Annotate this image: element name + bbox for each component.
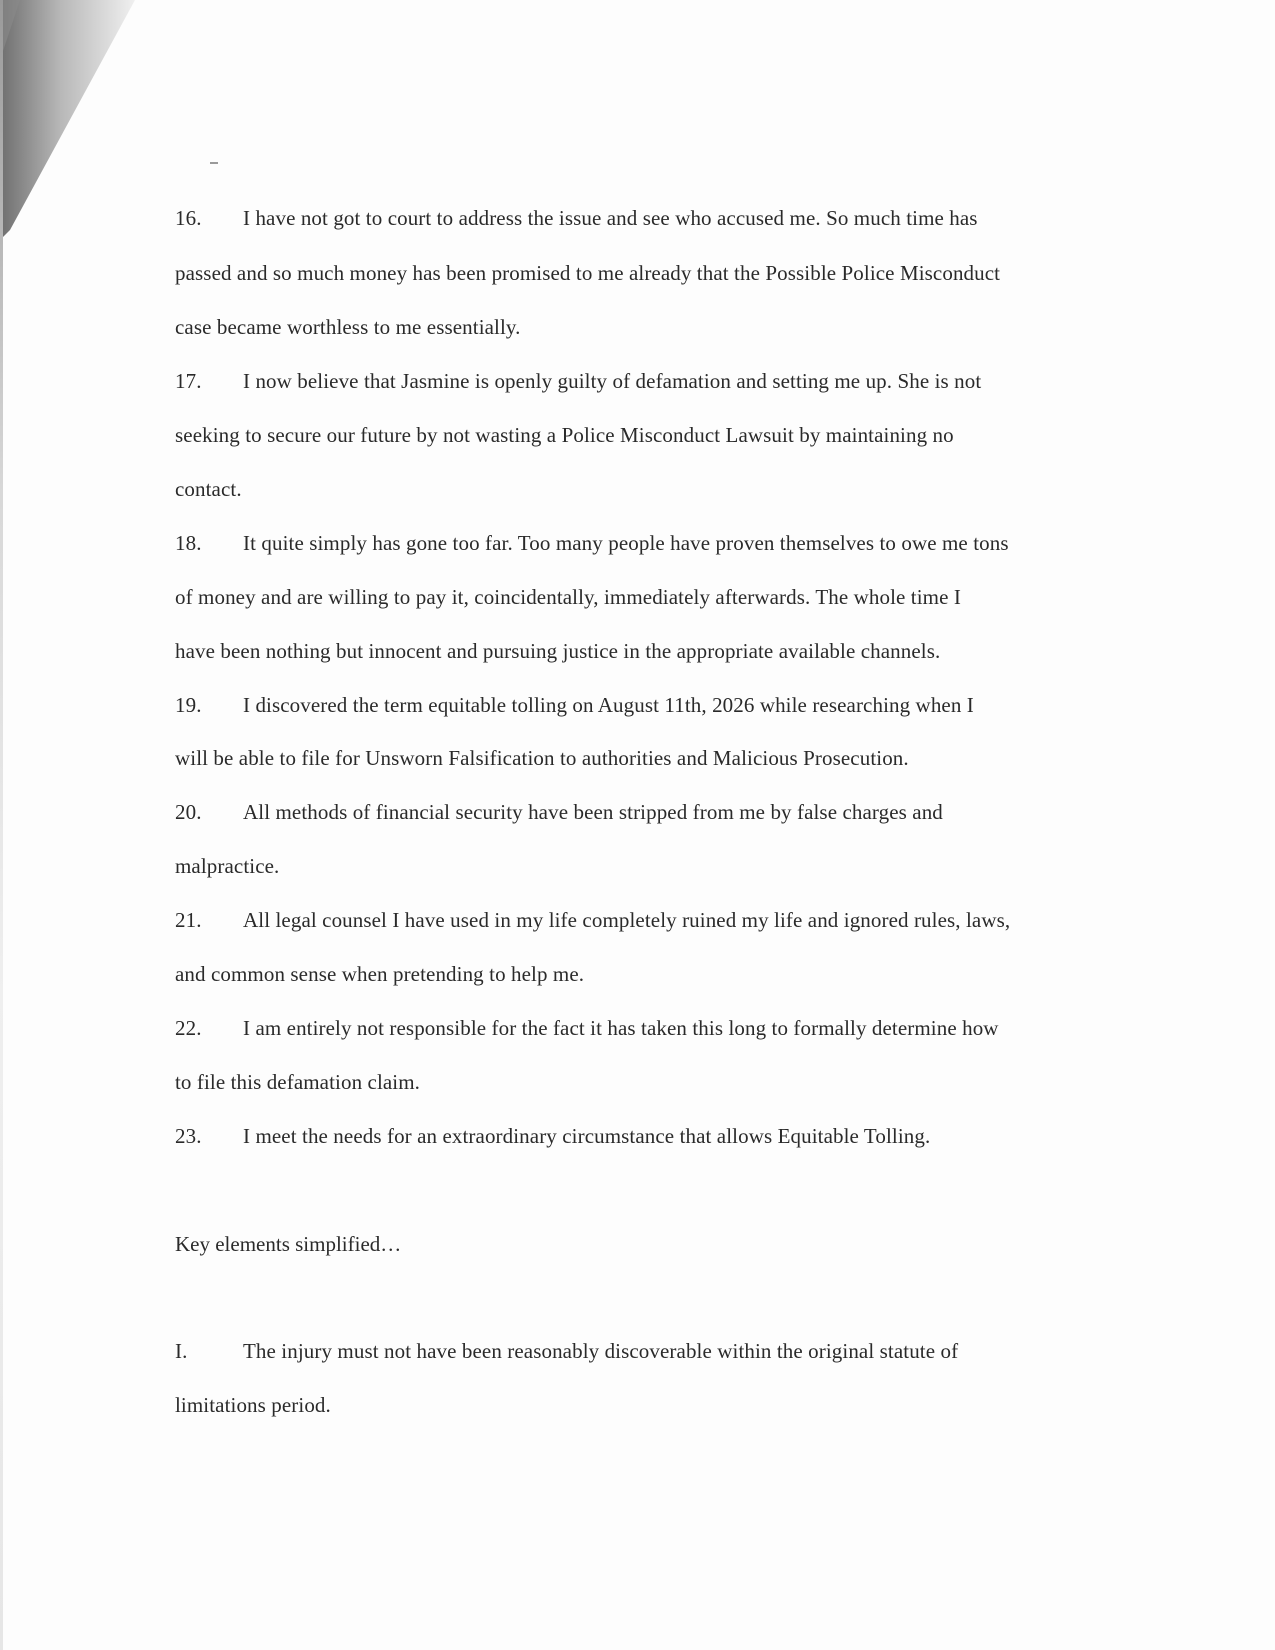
scan-speck xyxy=(210,162,218,164)
paragraph-number: 19. xyxy=(175,693,202,717)
paragraph-20-line-2: malpractice. xyxy=(175,854,280,878)
key-element-1-line-1 xyxy=(175,1338,958,1364)
paragraph-17-line-2: seeking to secure our future by not wasting a Police Misconduct Lawsuit by maintaining no xyxy=(175,423,954,447)
paragraph-21-line-1 xyxy=(175,907,1010,933)
paragraph-text: All legal counsel I have used in my life completely ruined my life and ignored rules, laws, xyxy=(243,908,1011,932)
paragraph-18-line-1 xyxy=(175,530,1009,556)
key-elements-heading: Key elements simplified… xyxy=(175,1232,402,1256)
key-element-text: The injury must not have been reasonably discoverable within the original statute of xyxy=(243,1339,959,1363)
paragraph-number: 21. xyxy=(175,908,202,932)
paragraph-number: 17. xyxy=(175,369,202,393)
paragraph-16-line-1 xyxy=(175,205,978,231)
paragraph-text: I am entirely not responsible for the fact it has taken this long to formally determine how xyxy=(243,1016,999,1040)
paragraph-18-line-3: have been nothing but innocent and pursuing justice in the appropriate available channels. xyxy=(175,639,941,663)
paragraph-number: 22. xyxy=(175,1016,202,1040)
paragraph-18-line-2: of money and are willing to pay it, coincidentally, immediately afterwards. The whole time I xyxy=(175,585,961,609)
paragraph-19-line-1 xyxy=(175,692,974,718)
key-element-number: I. xyxy=(175,1339,188,1363)
paragraph-number: 18. xyxy=(175,531,202,555)
paragraph-text: I have not got to court to address the issue and see who accused me. So much time has xyxy=(243,206,978,230)
paragraph-16-line-2: passed and so much money has been promised to me already that the Possible Police Misconduct xyxy=(175,261,1001,285)
paragraph-text: I discovered the term equitable tolling on August 11th, 2026 while researching when I xyxy=(243,693,974,717)
paragraph-22-line-2: to file this defamation claim. xyxy=(175,1070,421,1094)
paragraph-text: It quite simply has gone too far. Too many people have proven themselves to owe me tons xyxy=(243,531,1009,555)
paragraph-number: 23. xyxy=(175,1124,202,1148)
paragraph-23-line-1 xyxy=(175,1123,930,1149)
page-left-edge xyxy=(0,0,3,1650)
key-element-1-line-2: limitations period. xyxy=(175,1393,331,1417)
paragraph-text: All methods of financial security have been stripped from me by false charges and xyxy=(243,800,943,824)
paragraph-20-line-1 xyxy=(175,799,943,825)
paragraph-number: 16. xyxy=(175,206,202,230)
paragraph-number: 20. xyxy=(175,800,202,824)
paragraph-17-line-3: contact. xyxy=(175,477,242,501)
paragraph-text: I now believe that Jasmine is openly guilty of defamation and setting me up. She is not xyxy=(243,369,982,393)
paragraph-16-line-3: case became worthless to me essentially. xyxy=(175,315,521,339)
paragraph-17-line-1 xyxy=(175,368,981,394)
paragraph-text: I meet the needs for an extraordinary circumstance that allows Equitable Tolling. xyxy=(243,1124,931,1148)
paragraph-22-line-1 xyxy=(175,1015,999,1041)
paragraph-21-line-2: and common sense when pretending to help me. xyxy=(175,962,585,986)
paragraph-19-line-2: will be able to file for Unsworn Falsification to authorities and Malicious Prosecution. xyxy=(175,746,909,770)
folded-corner-shading xyxy=(0,0,140,260)
